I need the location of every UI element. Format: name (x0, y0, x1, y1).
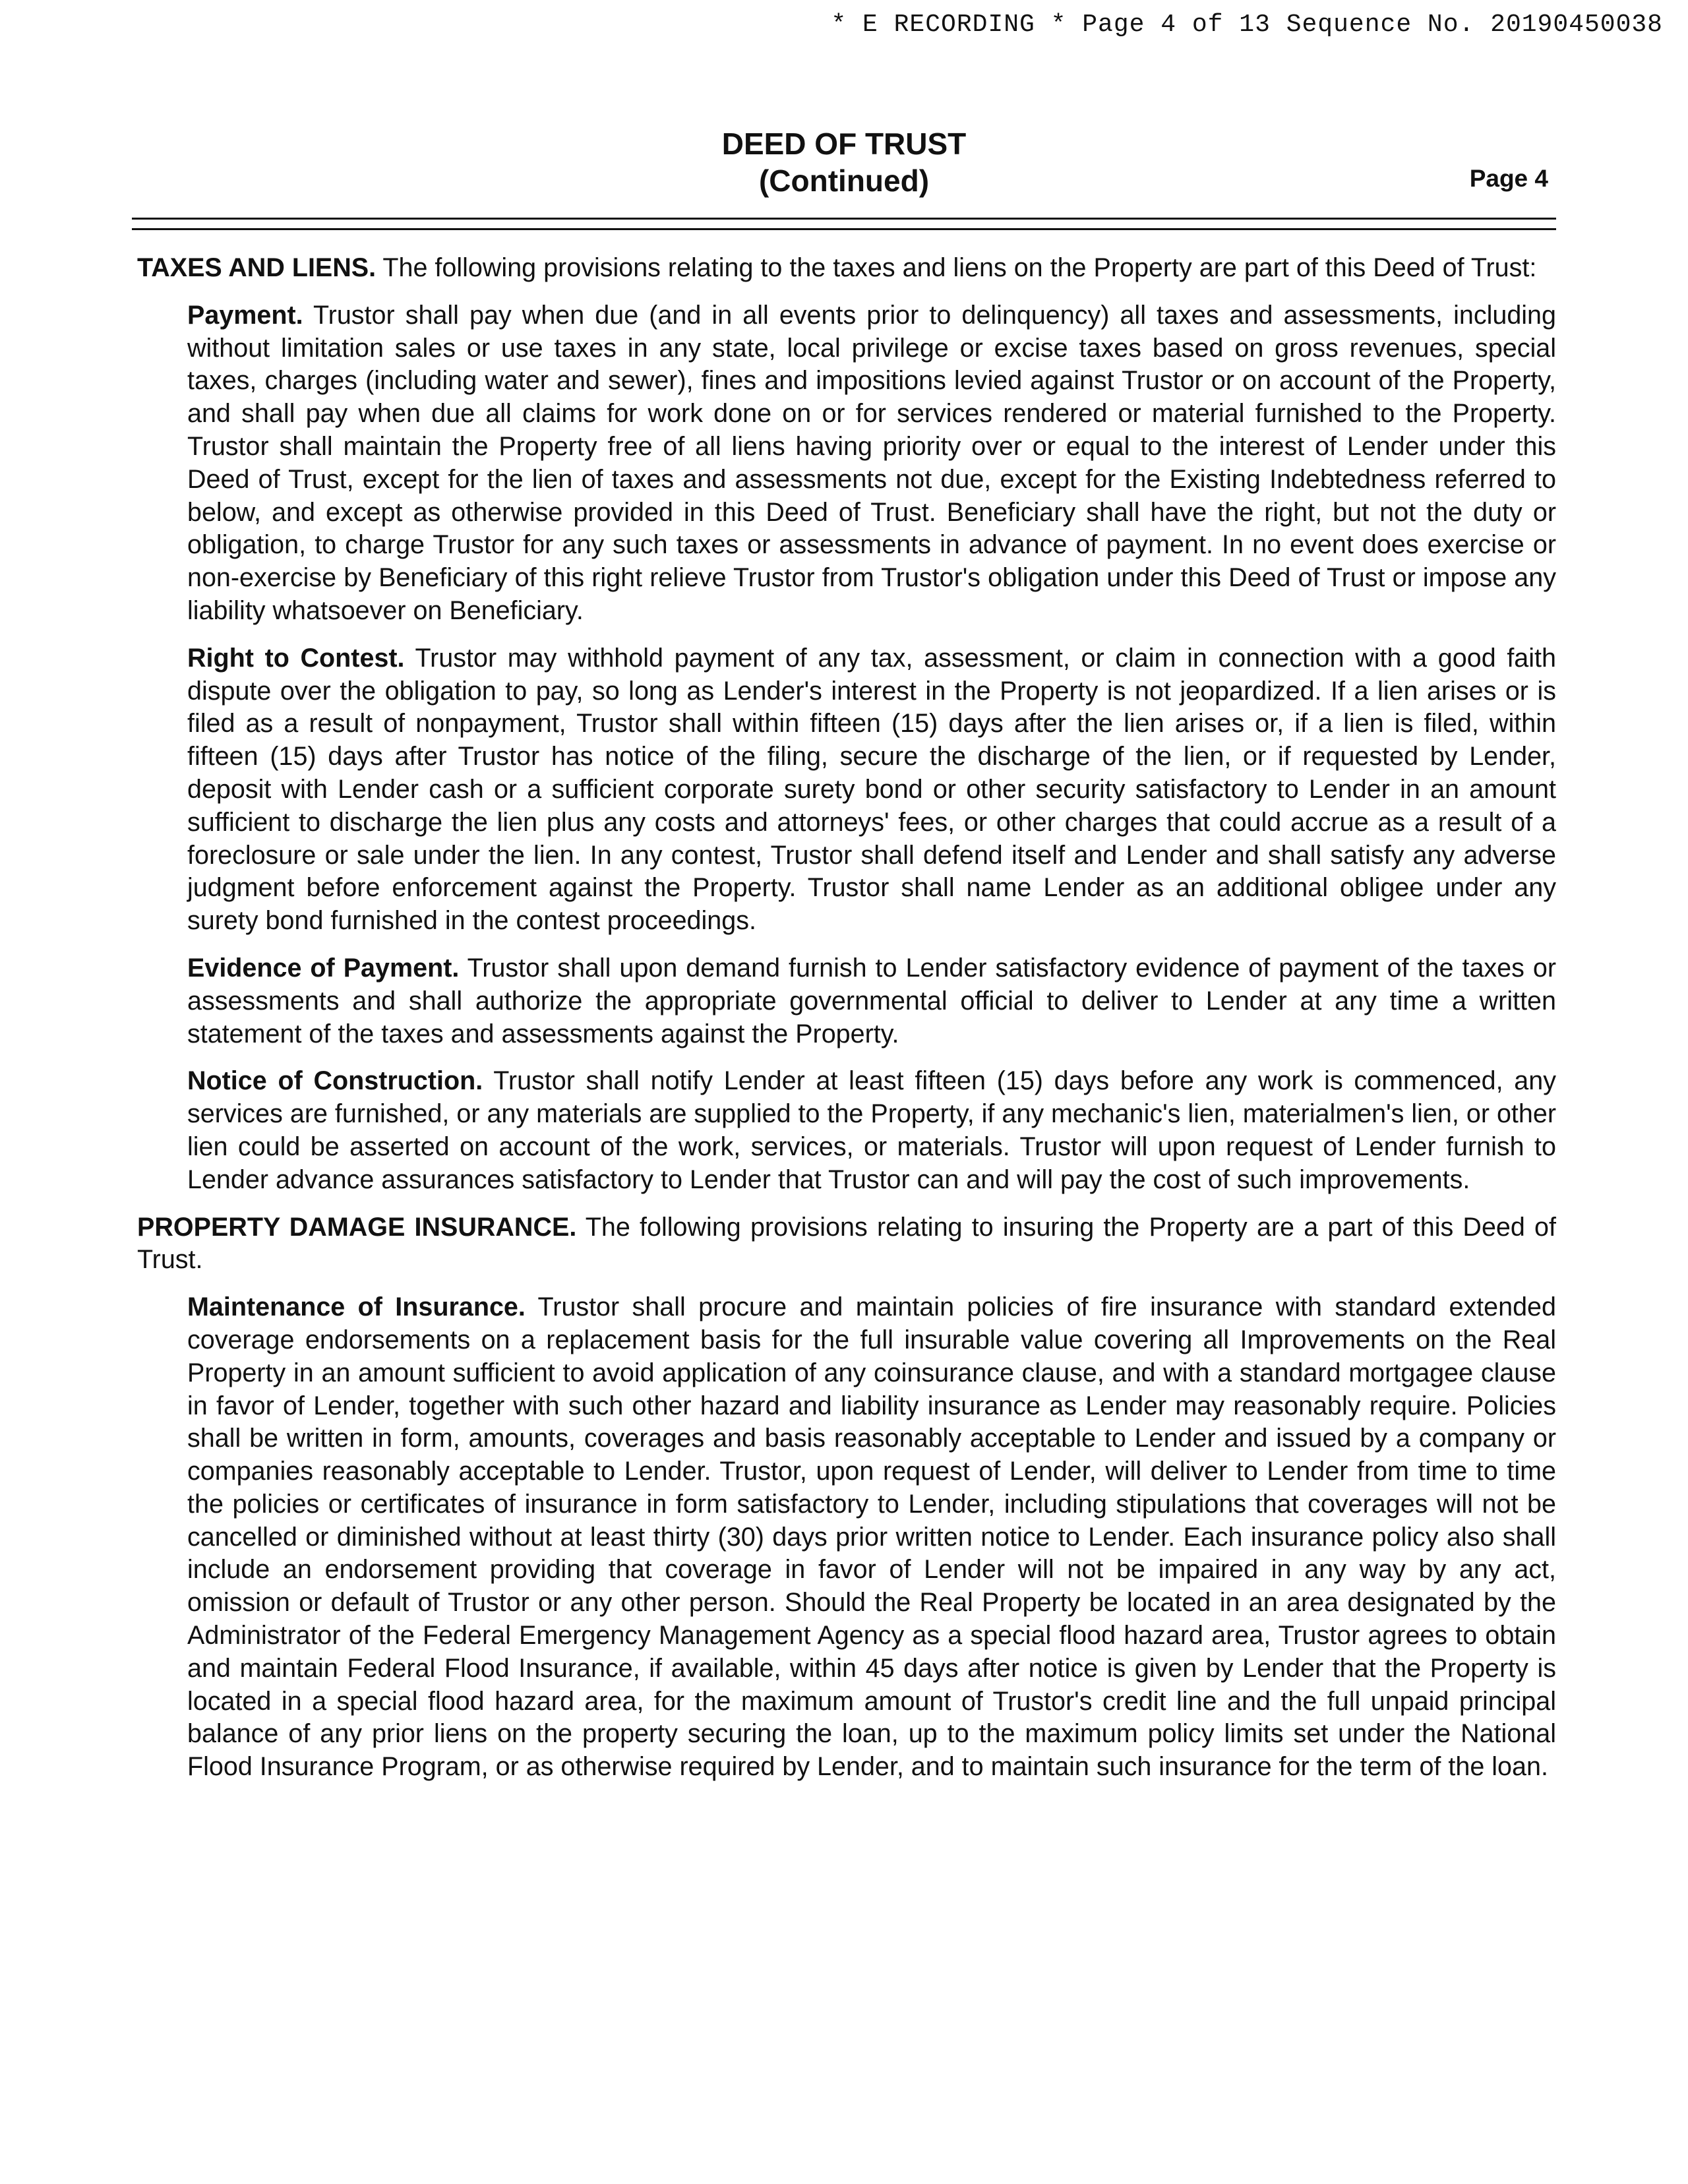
subsection-heading: Notice of Construction. (187, 1066, 483, 1096)
subsection-text: Trustor shall upon demand furnish to Lender satisfactory evidence of payment of the taxes or assessments and shall authorize the appropriate governmental official to deliver to Lender at any time a written statement of the taxes and assessments against the Property. (187, 953, 1557, 1048)
subsection-payment (187, 299, 1556, 628)
document-body (137, 252, 1556, 1798)
subsection-text: Trustor shall procure and maintain policies of fire insurance with standard extended coverage endorsements on a replacement basis for the full insurable value covering all Improvements on the Real Property in an amount sufficient to avoid application of any coinsurance clause, and with a standard mortgagee clause in favor of Lender, together with such other hazard and liability insurance as Lender may reasonably require. Policies shall be written in form, amounts, coverages and basis reasonably acceptable to Lender and issued by a company or companies reasonably acceptable to Lender. Trustor, upon request of Lender, will deliver to Lender from time to time the policies or certificates of insurance in form satisfactory to Lender, including stipulations that coverages will not be cancelled or diminished without at least thirty (30) days prior written notice to Lender. Each insurance policy also shall include an endorsement providing that coverage in favor of Lender will not be impaired in any way by any act, omission or default of Trustor or any other person. Should the Real Property be located in an area designated by the Administrator of the Federal Emergency Management Agency as a special flood hazard area, Trustor agrees to obtain and maintain Federal Flood Insurance, if available, within 45 days after notice is given by Lender that the Property is located in a special flood hazard area, for the maximum amount of Trustor's credit line and the full unpaid principal balance of any prior liens on the property securing the loan, up to the maximum policy limits set under the National Flood Insurance Program, or as otherwise required by Lender, and to maintain such insurance for the term of the loan. (187, 1292, 1556, 1782)
header-divider-bottom (132, 228, 1556, 230)
section-property-damage-insurance (137, 1211, 1556, 1277)
subsection-heading: Payment. (187, 300, 303, 330)
subsection-text: Trustor shall notify Lender at least fifteen (15) days before any work is commenced, any services are furnished, or any materials are supplied to the Property, if any mechanic's lien, materialmen's lien, or other lien could be asserted on account of the work, services, or materials. Trustor will upon request of Lender furnish to Lender advance assurances satisfactory to Lender that Trustor can and will pay the cost of such improvements. (187, 1066, 1556, 1194)
subsection-notice-of-construction (187, 1065, 1556, 1196)
section-text: The following provisions relating to the taxes and liens on the Property are part of this Deed of Trust: (382, 253, 1537, 282)
section-text: The following provisions relating to insuring the Property are a part of this Deed of Trust. (137, 1212, 1556, 1275)
document-title: DEED OF TRUST (721, 127, 967, 161)
subsection-maintenance-of-insurance (187, 1291, 1556, 1784)
subsection-heading: Maintenance of Insurance. (187, 1292, 526, 1322)
document-title-block (0, 125, 1688, 199)
document-subtitle: (Continued) (758, 164, 930, 198)
section-taxes-and-liens (137, 252, 1556, 285)
header-divider-top (132, 218, 1556, 220)
section-heading: PROPERTY DAMAGE INSURANCE. (137, 1212, 577, 1242)
section-heading: TAXES AND LIENS. (137, 253, 377, 282)
subsection-text: Trustor shall pay when due (and in all events prior to delinquency) all taxes and assessments, including without limitation sales or use taxes in any state, local privilege or excise taxes based on gross revenues, special taxes, charges (including water and sewer), fines and impositions levied against Trustor or on account of the Property, and shall pay when due all claims for work done on or for services rendered or material furnished to the Property. Trustor shall maintain the Property free of all liens having priority over or equal to the interest of Lender under this Deed of Trust, except for the lien of taxes and assessments not due, except for the Existing Indebtedness referred to below, and except as otherwise provided in this Deed of Trust. Beneficiary shall have the right, but not the duty or obligation, to charge Trustor for any such taxes or assessments in advance of payment. In no event does exercise or non-exercise by Beneficiary of this right relieve Trustor from Trustor's obligation under this Deed of Trust or impose any liability whatsoever on Beneficiary. (187, 300, 1556, 625)
page-label: Page 4 (1469, 165, 1548, 192)
subsection-heading: Evidence of Payment. (187, 953, 460, 983)
subsection-evidence-of-payment (187, 952, 1556, 1050)
subsection-heading: Right to Contest. (187, 643, 405, 673)
subsection-right-to-contest (187, 642, 1556, 938)
recording-header: * E RECORDING * Page 4 of 13 Sequence No. 20190450038 (831, 11, 1663, 39)
subsection-text: Trustor may withhold payment of any tax, assessment, or claim in connection with a good faith dispute over the obligation to pay, so long as Lender's interest in the Property is not jeopardized. If a lien arises or is filed as a result of nonpayment, Trustor shall within fifteen (15) days after the lien arises or, if a lien is filed, within fifteen (15) days after Trustor has notice of the filing, secure the discharge of the lien, or if requested by Lender, deposit with Lender cash or a sufficient corporate surety bond or other security satisfactory to Lender in an amount sufficient to discharge the lien plus any costs and attorneys' fees, or other charges that could accrue as a result of a foreclosure or sale under the lien. In any contest, Trustor shall defend itself and Lender and shall satisfy any adverse judgment before enforcement against the Property. Trustor shall name Lender as an additional obligee under any surety bond furnished in the contest proceedings. (187, 643, 1556, 936)
